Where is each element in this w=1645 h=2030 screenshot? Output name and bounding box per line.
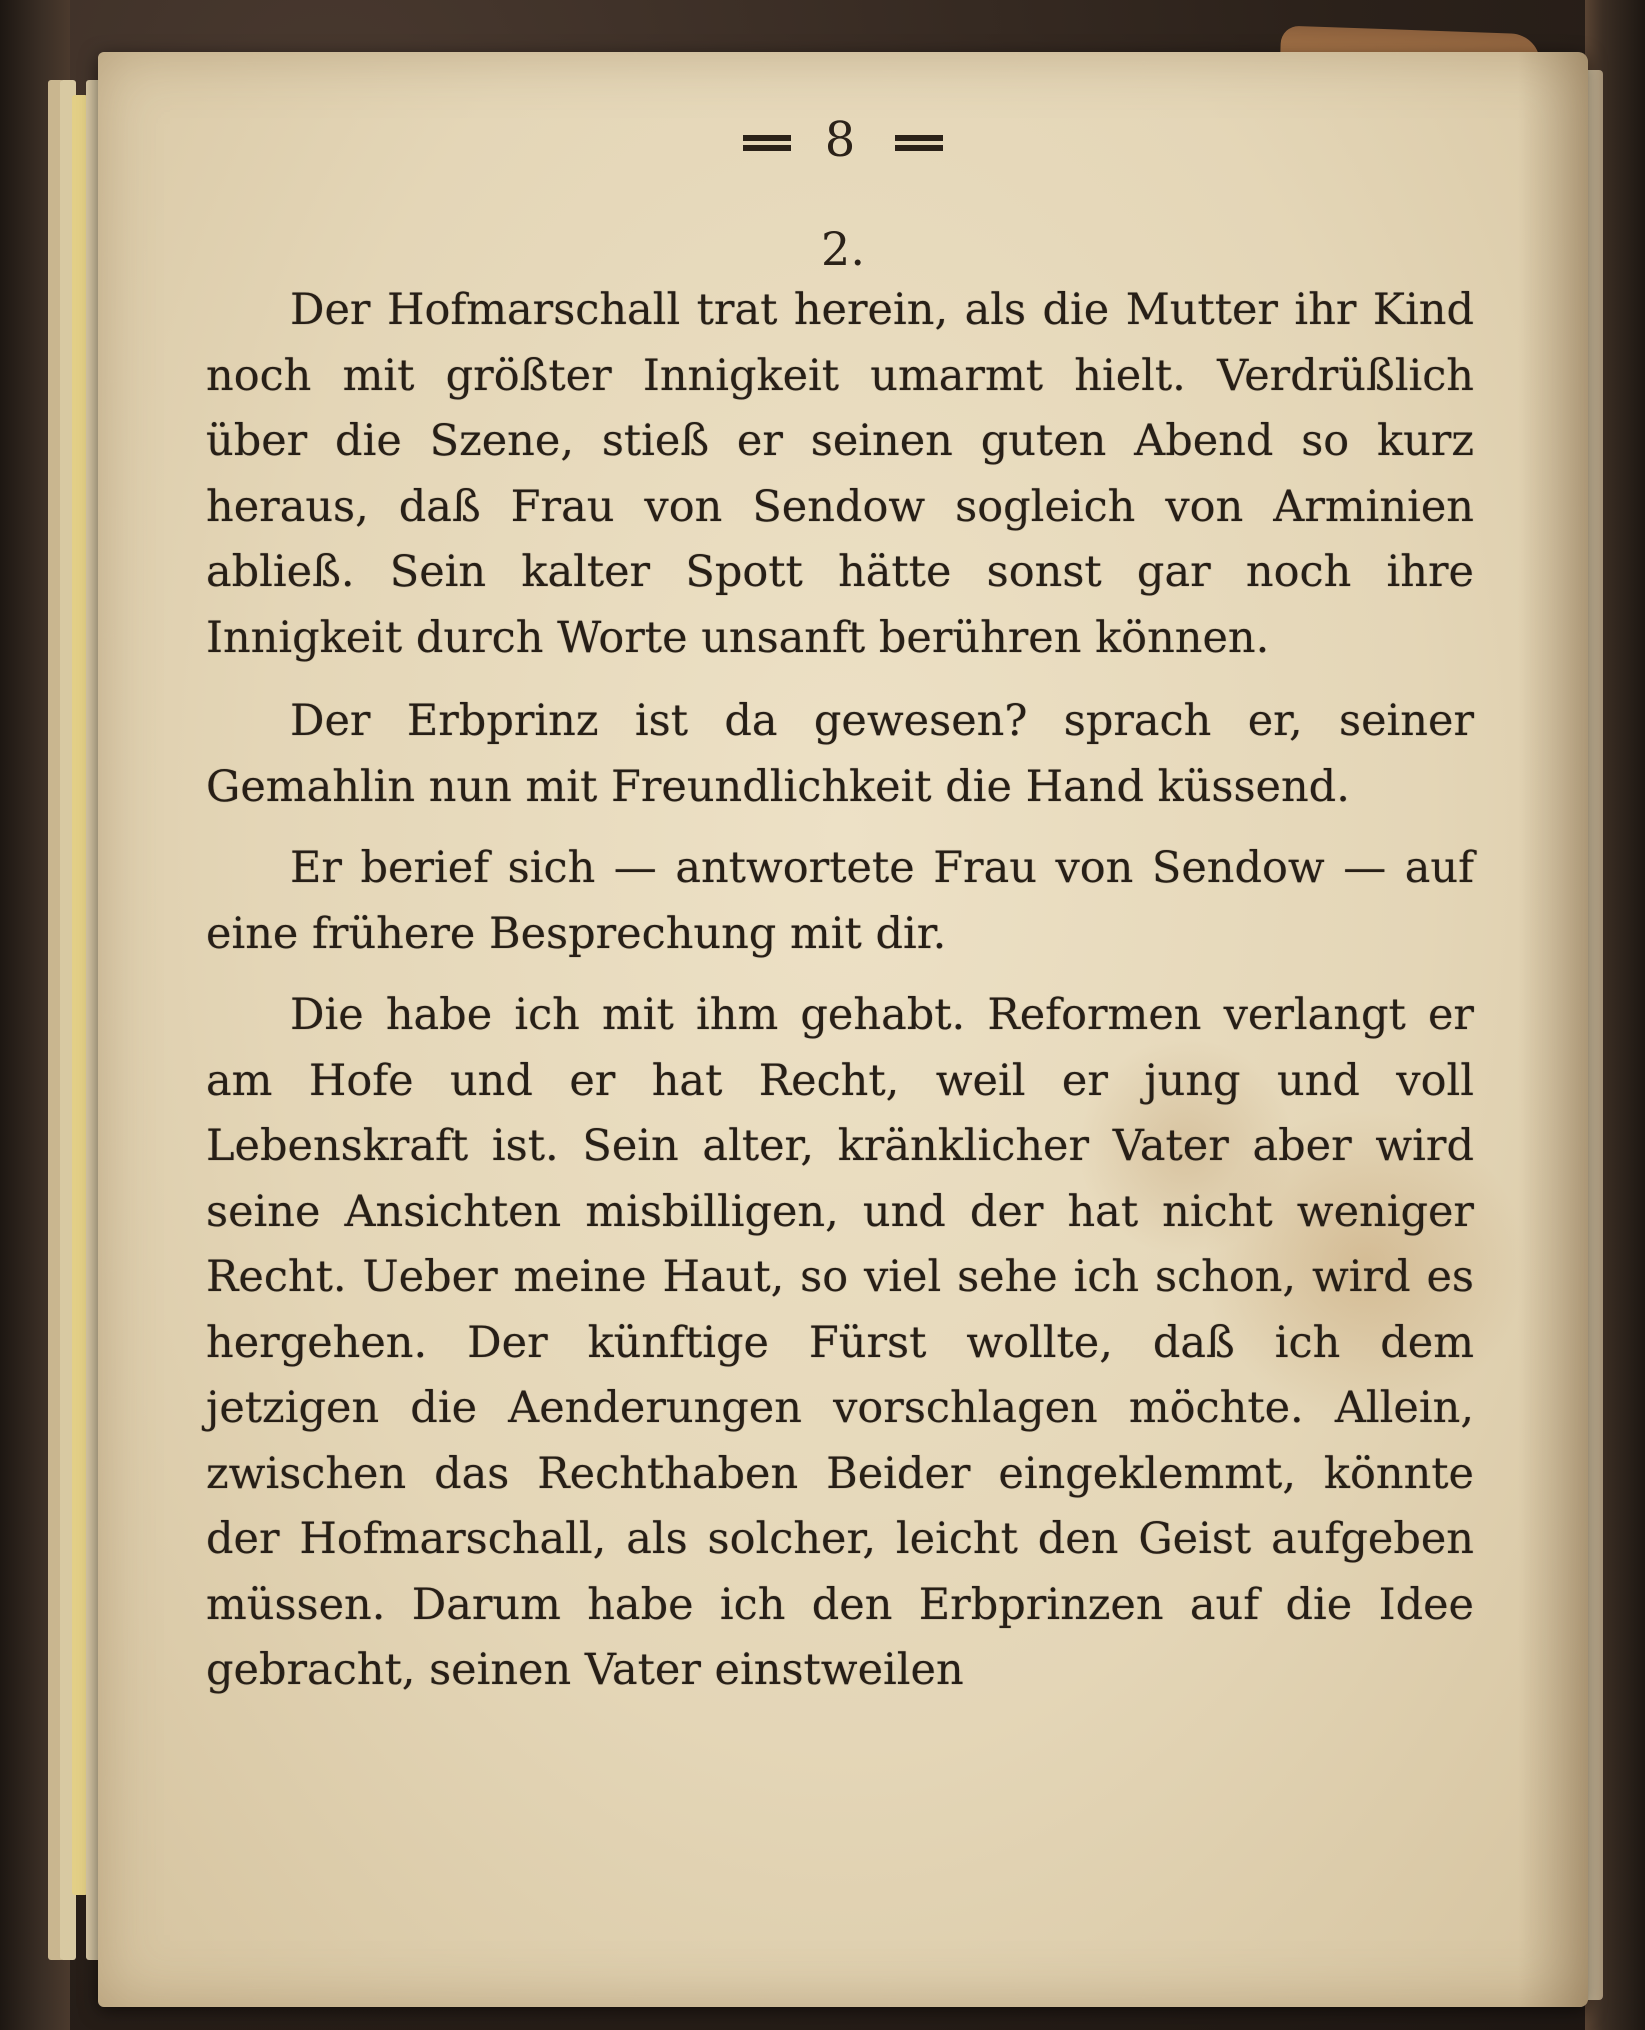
paragraph: Die habe ich mit ihm gehabt. Reformen verlangt er am Hofe und er hat Recht, weil er jung und voll Lebenskraft ist. Sein alter, kränklicher Vater aber wird seine Ansichten misbilligen, und der hat nicht weniger Recht. Ueber meine Haut, so viel sehe ich schon, wird es hergehen. Der künftige Fürst wollte, daß ich dem jetzigen die Aenderungen vorschlagen möchte. Allein, zwischen das Rechthaben Beider eingeklemmt, könnte der Hofmarschall, als solcher, leicht den Geist aufgeben müssen. Darum habe ich den Erbprinzen auf die Idee gebracht, seinen Vater einstweilen xyxy=(206,990,1474,1695)
page-body-text xyxy=(206,278,1474,1720)
page-gutter-shadow xyxy=(1518,52,1588,2007)
page-header xyxy=(98,112,1588,168)
page-number: 8 xyxy=(824,112,862,168)
paragraph: Er berief sich — antwortete Frau von Sendow — auf eine frühere Besprechung mit dir. xyxy=(206,843,1474,959)
book-page xyxy=(98,52,1588,2007)
section-number: 2. xyxy=(821,222,865,276)
paragraph: Der Erbprinz ist da gewesen? sprach er, seiner Gemahlin nun mit Freundlichkeit die Hand küssend. xyxy=(206,696,1474,812)
paragraph: Der Hofmarschall trat herein, als die Mutter ihr Kind noch mit größter Innigkeit umarmt hielt. Verdrüßlich über die Szene, stieß er seinen guten Abend so kurz heraus, daß Frau von Sendow sogleich von Arminien abließ. Sein kalter Spott hätte sonst gar noch ihre Innigkeit durch Worte unsanft berühren können. xyxy=(206,285,1474,663)
header-dash-right xyxy=(895,135,943,141)
header-dash-left xyxy=(743,135,791,141)
